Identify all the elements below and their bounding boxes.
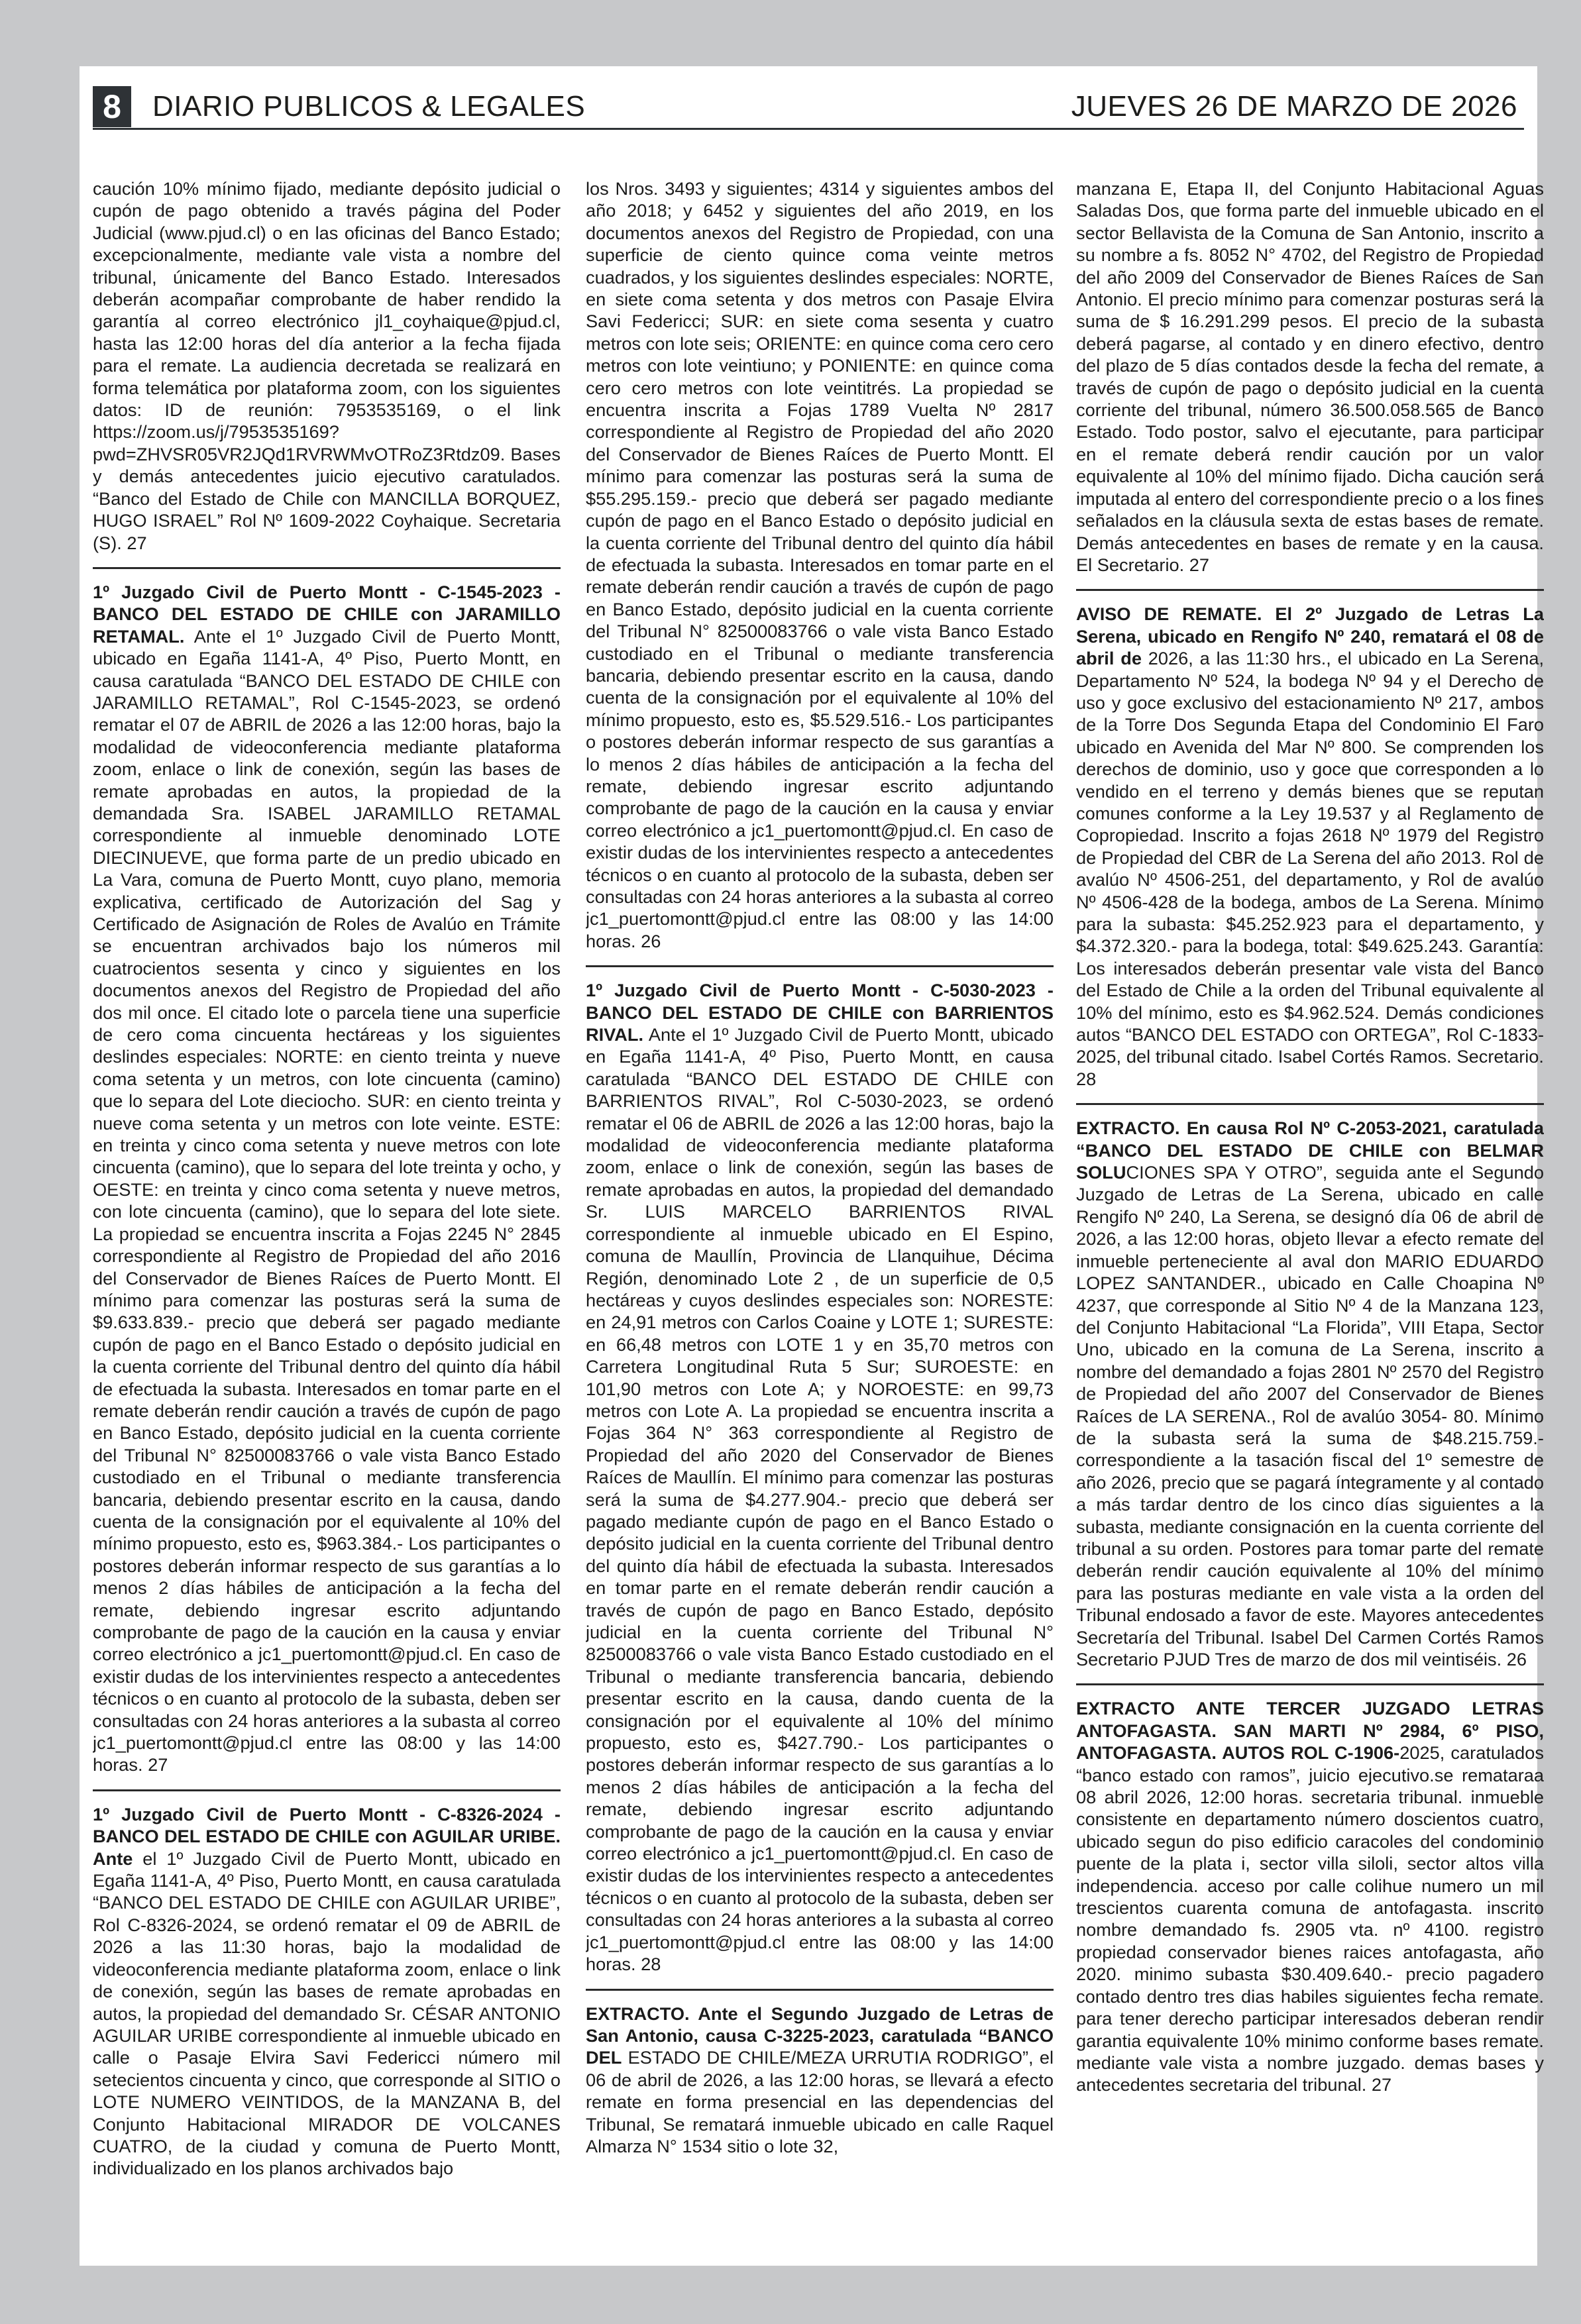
publication-date: JUEVES 26 DE MARZO DE 2026 [1071, 90, 1517, 123]
notice-separator [1076, 589, 1544, 591]
notice-body: el 1º Juzgado Civil de Puerto Montt, ubicado en Egaña 1141-A, 4º Piso, Puerto Montt, en causa caratulada “BANCO DEL ESTADO DE CHILE con AGUILAR URIBE”, Rol C-8326-2024, se ordenó rematar el 09 de ABRIL de 2026 a las 11:30 horas, bajo la modalidad de videoconferencia mediante plataforma zoom, enlace o link de conexión, según las bases de remate aprobadas en autos, la propiedad del demandado Sr. CÉSAR ANTONIO AGUILAR URIBE correspondiente al inmueble ubicado en calle o Pasaje Elvira Savi Federicci número mil setecientos cincuenta y cinco, que corresponde al SITIO o LOTE NUMERO VEINTIDOS, de la MANZANA B, del Conjunto Habitacional MIRADOR DE VOLCANES CUATRO, de la ciudad y comuna de Puerto Montt, individualizado en los planos archivados bajo [93, 1848, 561, 2179]
column-3 [1076, 178, 1544, 2251]
notice-heading: 1º Juzgado Civil de Puerto Montt - C-8326-2024 - BANCO DEL ESTADO DE CHILE con AGUILAR URIBE. Ante [93, 1803, 561, 1869]
notice-body: CIONES SPA Y OTRO”, seguida ante el Segundo Juzgado de Letras de La Serena, ubicado en calle Rengifo Nº 240, La Serena, se designó día 06 de abril de 2026, a las 12:00 horas, objeto llevar a efecto remate del inmueble perteneciente al aval don MARIO EDUARDO LOPEZ SANTANDER., ubicado en Calle Choapina Nº 4237, que corresponde al Sitio Nº 4 de la Manzana 123, del Conjunto Habitacional “La Florida”, VIII Etapa, Sector Uno, ubicado en la comuna de La Serena, inscrito a nombre del demandado a fojas 2801 Nº 2570 del Registro de Propiedad del año 2007 del Conservador de Bienes Raíces de LA SERENA., Rol de avalúo 3054- 80. Mínimo de la subasta será la suma de $48.215.759.- correspondiente a la tasación fiscal del 1º semestre de año 2026, precio que se pagará íntegramente y al contado a más tardar dentro de los cinco días siguientes a la subasta, mediante consignación en la cuenta corriente del tribunal a su orden. Postores para tomar parte del remate deberán rendir caución equivalente al 10% del mínimo para las posturas mediante en vale vista a la orden del Tribunal endosado a favor de este. Mayores antecedentes Secretaría del Tribunal. Isabel Del Carmen Cortés Ramos Secretario PJUD Tres de marzo de dos mil veintiséis. 26 [1076, 1162, 1544, 1669]
column-1 [93, 178, 561, 2251]
page-number: 8 [93, 86, 131, 127]
notice-body: 2026, a las 11:30 hrs., el ubicado en La Serena, Departamento Nº 524, la bodega Nº 94 y el Derecho de uso y goce exclusivo del estacionamiento Nº 217, ambos de la Torre Dos Segunda Etapa del Condominio El Faro ubicado en Avenida del Mar Nº 800. Se comprenden los derechos de dominio, uso y goce que corresponden a lo vendido en el terreno y demás bienes que se reputan comunes conforme a la Ley 19.537 y al Reglamento de Copropiedad. Inscrito a fojas 2618 Nº 1979 del Registro de Propiedad del CBR de La Serena del año 2013. Rol de avalúo Nº 4506-251, del departamento, y Rol de avalúo Nº 4506-428 de la bodega, ambos de La Serena. Mínimo para la subasta: $45.252.923 para el departamento, y $4.372.320.- para la bodega, total: $49.625.243. Garantía: Los interesados deberán presentar vale vista del Banco del Estado de Chile a la orden del Tribunal equivalente al 10% del mínimo, esto es $4.962.524. Demás condiciones autos “BANCO DEL ESTADO con ORTEGA”, Rol C-1833-2025, del tribunal citado. Isabel Cortés Ramos. Secretario. 28 [1076, 648, 1544, 1089]
notice-coyhaique-continued [93, 178, 561, 554]
notice-jaramillo-retamal [93, 581, 561, 1776]
notice-separator [93, 1789, 561, 1791]
notice-aguilar-uribe [93, 1803, 561, 2180]
notice-heading: AVISO DE REMATE. El 2º Juzgado de Letras La Serena, ubicado en Rengifo Nº 240, rematará el 08 de abril de [1076, 604, 1544, 669]
notice-meza-urrutia-continued [1076, 178, 1544, 576]
notice-separator [1076, 1103, 1544, 1105]
notice-meza-urrutia [586, 2003, 1054, 2158]
notice-body: Ante el 1º Juzgado Civil de Puerto Montt, ubicado en Egaña 1141-A, 4º Piso, Puerto Montt, en causa caratulada “BANCO DEL ESTADO DE CHILE con BARRIENTOS RIVAL”, Rol C-5030-2023, se ordenó rematar el 06 de ABRIL de 2026 a las 12:00 horas, bajo la modalidad de videoconferencia mediante plataforma zoom, enlace o link de conexión, según las bases de remate aprobadas en autos, la propiedad del demandado Sr. LUIS MARCELO BARRIENTOS RIVAL correspondiente al inmueble ubicado en El Espino, comuna de Maullín, Provincia de Llanquihue, Décima Región, denominado Lote 2 , de un superficie de 0,5 hectáreas y cuyos deslindes especiales son: NORESTE: en 24,91 metros con Carlos Coaine y LOTE 1; SURESTE: en 66,48 metros con LOTE 1 y en 35,70 metros con Carretera Longitudinal Ruta 5 Sur; SUROESTE: en 101,90 metros con Lote A; y NOROESTE: en 99,73 metros con Lote A. La propiedad se encuentra inscrita a Fojas 364 N° 363 correspondiente al Registro de Propiedad del año 2020 del Conservador de Bienes Raíces de Maullín. El mínimo para comenzar las posturas será la suma de $4.277.904.- precio que deberá ser pagado mediante cupón de pago en el Banco Estado o depósito judicial en la cuenta corriente del Tribunal dentro del quinto día hábil de efectuada la subasta. Interesados en tomar parte en el remate deberán rendir caución a través de cupón de pago en Banco Estado, depósito judicial en la cuenta corriente del Tribunal N° 82500083766 o vale vista Banco Estado custodiado en el Tribunal o mediante transferencia bancaria, debiendo presentar escrito en la causa, dando cuenta de la consignación por el equivalente al 10% del mínimo propuesto, esto es, $427.790.- Los participantes o postores deberán informar respecto de sus garantías a lo menos 2 días hábiles de anticipación a la fecha del remate, debiendo ingresar escrito adjuntando comprobante de pago de la caución en la causa y enviar correo electrónico a jc1_puertomontt@pjud.cl. En caso de existir dudas de los intervinientes respecto a antecedentes técnicos o en cuanto al protocolo de la subasta, deben ser consultadas con 24 horas anteriores a la subasta al correo jc1_puertomontt@pjud.cl entre las 08:00 y las 14:00 horas. 28 [586, 1024, 1054, 1975]
notice-ortega [1076, 603, 1544, 1090]
notice-barrientos-rival [586, 979, 1054, 1975]
notice-body: 2025, caratulados “banco estado con ramos”, juicio ejecutivo.se remataraa 08 abril 2026, 12:00 horas. secretaria tribunal. inmueble consistente en departamento número doscientos cuatro, ubicado segun do piso edificio caracoles del condominio puente de la plata i, sector villa siloli, sector altos villa independencia. acceso por calle colihue numero un mil trescientos cuarenta comuna de antofagasta. inscrito nombre demandado fs. 2905 vta. nº 4100. registro propiedad conservador bienes raices antofagasta, año 2020. minimo subasta $30.409.640.- precio pagadero contado dentro tres dias habiles siguientes fecha remate. para tener derecho participar interesados deberan rendir garantia equivalente 10% minimo conforme bases remate. mediante vale vista a nombre juzgado. demas bases y antecedentes secretaria del tribunal. 27 [1076, 1742, 1544, 2095]
notice-separator [1076, 1683, 1544, 1685]
notice-aguilar-uribe-continued [586, 178, 1054, 952]
notice-heading: EXTRACTO ANTE TERCER JUZGADO LETRAS ANTOFAGASTA. SAN MARTI Nº 2984, 6º PISO, ANTOFAGASTA. AUTOS ROL C-1906- [1076, 1698, 1544, 1764]
notice-separator [93, 567, 561, 569]
notice-heading: EXTRACTO. Ante el Segundo Juzgado de Letras de San Antonio, causa C-3225-2023, caratulada “BANCO DEL [586, 2003, 1054, 2068]
notice-heading: 1º Juzgado Civil de Puerto Montt - C-5030-2023 - BANCO DEL ESTADO DE CHILE con BARRIENTOS RIVAL. [586, 980, 1054, 1045]
page-header [80, 86, 1537, 130]
publication-title: DIARIO PUBLICOS & LEGALES [152, 90, 586, 123]
notice-body: los Nros. 3493 y siguientes; 4314 y siguientes ambos del año 2018; y 6452 y siguientes del año 2019, en los documentos anexos del Registro de Propiedad, con una superficie de ciento quince coma veinte metros cuadrados, y los siguientes deslindes especiales: NORTE, en siete coma setenta y dos metros con Pasaje Elvira Savi Federicci; SUR: en siete coma sesenta y cuatro metros con lote seis; ORIENTE: en quince coma cero cero metros con lote veintiuno; y PONIENTE: en quince coma cero cero metros con lote veintitrés. La propiedad se encuentra inscrita a Fojas 1789 Vuelta Nº 2817 correspondiente al Registro de Propiedad del año 2020 del Conservador de Bienes Raíces de Puerto Montt. El mínimo para comenzar las posturas será la suma de $55.295.159.- precio que deberá ser pagado mediante cupón de pago en el Banco Estado o depósito judicial en la cuenta corriente del Tribunal dentro del quinto día hábil de efectuada la subasta. Interesados en tomar parte en el remate deberán rendir caución a través de cupón de pago en Banco Estado, depósito judicial en la cuenta corriente del Tribunal N° 82500083766 o vale vista Banco Estado custodiado en el Tribunal o mediante transferencia bancaria, debiendo presentar escrito en la causa, dando cuenta de la consignación por el equivalente al 10% del mínimo propuesto, esto es, $5.529.516.- Los participantes o postores deberán informar respecto de sus garantías a lo menos 2 días hábiles de anticipación a la fecha del remate, debiendo ingresar escrito adjuntando comprobante de pago de la caución en la causa y enviar correo electrónico a jc1_puertomontt@pjud.cl. En caso de existir dudas de los intervinientes respecto a antecedentes técnicos o en cuanto al protocolo de la subasta, deben ser consultadas con 24 horas anteriores a la subasta al correo jc1_puertomontt@pjud.cl entre las 08:00 y las 14:00 horas. 26 [586, 178, 1054, 951]
notice-body: Ante el 1º Juzgado Civil de Puerto Montt, ubicado en Egaña 1141-A, 4º Piso, Puerto Montt, en causa caratulada “BANCO DEL ESTADO DE CHILE con JARAMILLO RETAMAL”, Rol C-1545-2023, se ordenó rematar el 07 de ABRIL de 2026 a las 12:00 horas, bajo la modalidad de videoconferencia mediante plataforma zoom, enlace o link de conexión, según las bases de remate aprobadas en autos, la propiedad de la demandada Sra. ISABEL JARAMILLO RETAMAL correspondiente al inmueble denominado LOTE DIECINUEVE, que forma parte de un predio ubicado en La Vara, comuna de Puerto Montt, cuyo plano, memoria explicativa, certificado de Autorización del Sag y Certificado de Asignación de Roles de Avalúo en Trámite se encuentran archivados bajo los números mil cuatrocientos sesenta y cinco y siguientes en los documentos anexos del Registro de Propiedad del año dos mil once. El citado lote o parcela tiene una superficie de cero coma cincuenta hectáreas y los siguientes deslindes especiales: NORTE: en ciento treinta y nueve coma setenta y un metros, con lote cincuenta (camino) que lo separa del Lote dieciocho. SUR: en ciento treinta y nueve coma setenta y un metros con lote veinte. ESTE: en treinta y cinco coma setenta y nueve metros con lote cincuenta (camino), que lo separa del lote treinta y ocho, y OESTE: en treinta y cinco coma setenta y nueve metros, con lote cincuenta (camino), que lo separa del lote siete. La propiedad se encuentra inscrita a Fojas 2245 N° 2845 correspondiente al Registro de Propiedad del año 2016 del Conservador de Bienes Raíces de Puerto Montt. El mínimo para comenzar las posturas será la suma de $9.633.839.- precio que deberá ser pagado mediante cupón de pago en el Banco Estado o depósito judicial en la cuenta corriente del Tribunal dentro del quinto día hábil de efectuada la subasta. Interesados en tomar parte en el remate deberán rendir caución a través de cupón de pago en Banco Estado, depósito judicial en la cuenta corriente del Tribunal N° 82500083766 o vale vista Banco Estado custodiado en el Tribunal o mediante transferencia bancaria, debiendo presentar escrito en la causa, dando cuenta de la consignación por el equivalente al 10% del mínimo propuesto, esto es, $963.384.- Los participantes o postores deberán informar respecto de sus garantías a lo menos 2 días hábiles de anticipación a la fecha del remate, debiendo ingresar escrito adjuntando comprobante de pago de la caución en la causa y enviar correo electrónico a jc1_puertomontt@pjud.cl. En caso de existir dudas de los intervinientes respecto a antecedentes técnicos o en cuanto al protocolo de la subasta, deben ser consultadas con 24 horas anteriores a la subasta al correo jc1_puertomontt@pjud.cl entre las 08:00 y las 14:00 horas. 27 [93, 625, 561, 1775]
notice-body: caución 10% mínimo fijado, mediante depósito judicial o cupón de pago obtenido a través página del Poder Judicial (www.pjud.cl) o en las oficinas del Banco Estado; excepcionalmente, mediante vale vista a nombre del tribunal, únicamente del Banco Estado. Interesados deberán acompañar comprobante de haber rendido la garantía al correo electrónico jl1_coyhaique@pjud.cl, hasta las 12:00 horas del día anterior a la fecha fijada para el remate. La audiencia decretada se realizará en forma telemática por plataforma zoom, con los siguientes datos: ID de reunión: 7953535169, o el link https://zoom.us/j/7953535169?pwd=ZHVSR05VR2JQd1RVRWMvOTRoZ3Rtdz09. Bases y demás antecedentes juicio ejecutivo caratulados. “Banco del Estado de Chile con MANCILLA BORQUEZ, HUGO ISRAEL” Rol Nº 1609-2022 Coyhaique. Secretaria (S). 27 [93, 178, 561, 553]
notice-antofagasta-ramos [1076, 1697, 1544, 2095]
notice-separator [586, 1989, 1054, 1991]
notice-heading: EXTRACTO. En causa Rol Nº C-2053-2021, caratulada “BANCO DEL ESTADO DE CHILE con BELMAR SOLU [1076, 1118, 1544, 1183]
column-2 [586, 178, 1054, 2251]
header-rule [93, 128, 1524, 130]
notice-body: ESTADO DE CHILE/MEZA URRUTIA RODRIGO”, el 06 de abril de 2026, a las 12:00 horas, se llevará a efecto remate en forma presencial en las dependencias del Tribunal, Se rematará inmueble ubicado en calle Raquel Almarza N° 1534 sitio o lote 32, [586, 2047, 1054, 2156]
notice-heading: 1º Juzgado Civil de Puerto Montt - C-1545-2023 - BANCO DEL ESTADO DE CHILE con JARAMILLO RETAMAL. [93, 581, 561, 647]
notice-body: manzana E, Etapa II, del Conjunto Habitacional Aguas Saladas Dos, que forma parte del inmueble ubicado en el sector Bellavista de la Comuna de San Antonio, inscrito a su nombre a fs. 8052 N° 4702, del Registro de Propiedad del año 2009 del Conservador de Bienes Raíces de San Antonio. El precio mínimo para comenzar posturas será la suma de $ 16.291.299 pesos. El precio de la subasta deberá pagarse, al contado y en dinero efectivo, dentro del plazo de 5 días contados desde la fecha del remate, a través de cupón de pago o depósito judicial en la cuenta corriente del tribunal, número 36.500.058.565 de Banco Estado. Todo postor, salvo el ejecutante, para participar en el remate deberá rendir caución por un valor equivalente al 10% del mínimo fijado. Dicha caución será imputada al entero del correspondiente precio o a los fines señalados en la cláusula sexta de estas bases de remate. Demás antecedentes en bases de remate y en la causa. El Secretario. 27 [1076, 178, 1544, 575]
notice-belmar-soluciones [1076, 1117, 1544, 1670]
notice-separator [586, 965, 1054, 967]
